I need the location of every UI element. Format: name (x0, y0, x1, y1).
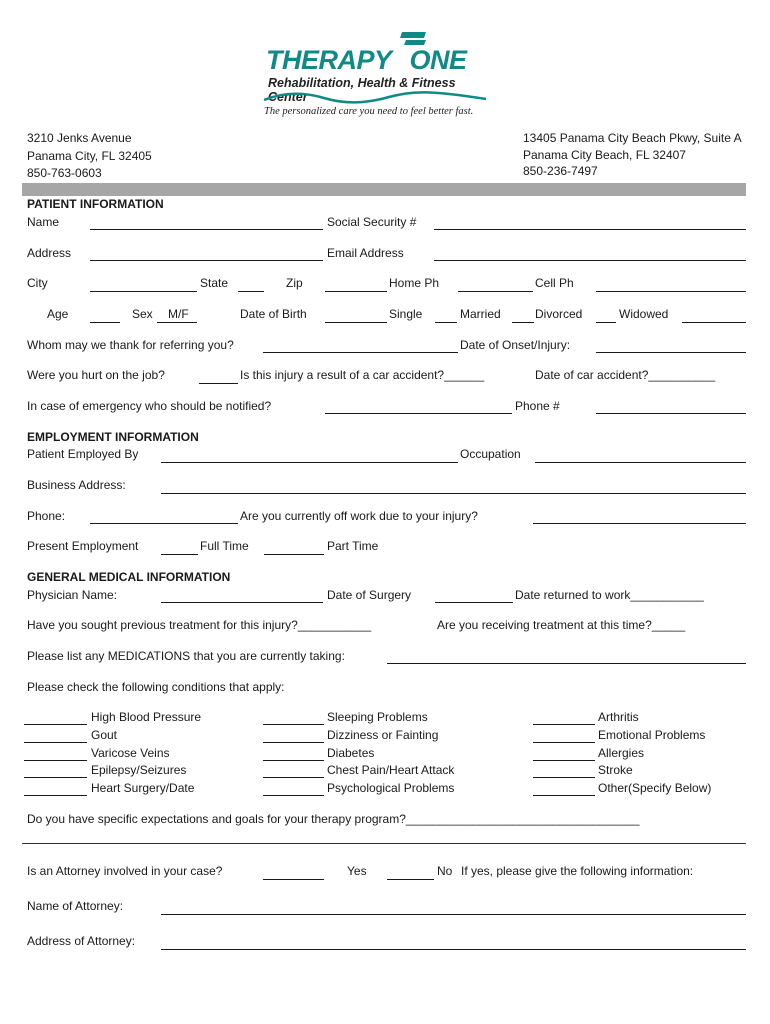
condition-checkbox[interactable] (533, 795, 595, 796)
condition-label: Chest Pain/Heart Attack (327, 763, 455, 777)
zip-label: Zip (286, 276, 303, 290)
off-work-field[interactable] (533, 523, 746, 524)
returned-to-work-label: Date returned to work___________ (515, 588, 704, 602)
condition-label: Emotional Problems (598, 728, 706, 742)
condition-checkbox[interactable] (533, 742, 595, 743)
widowed-label: Widowed (619, 307, 669, 321)
surgery-date-field[interactable] (435, 602, 513, 603)
previous-treatment-label: Have you sought previous treatment for this injury?___________ (27, 618, 372, 632)
attorney-yes-label: Yes (347, 864, 367, 878)
left-location-city: Panama City, FL 32405 (27, 149, 152, 163)
surgery-date-label: Date of Surgery (327, 588, 412, 602)
conditions-prompt: Please check the following conditions that apply: (27, 680, 285, 694)
section-divider (22, 843, 746, 844)
employment-info-heading: EMPLOYMENT INFORMATION (27, 430, 199, 444)
attorney-if-yes-label: If yes, please give the following information: (461, 864, 694, 878)
employed-by-label: Patient Employed By (27, 447, 139, 461)
emergency-contact-field[interactable] (325, 413, 512, 414)
present-employment-label: Present Employment (27, 539, 139, 553)
emergency-contact-label: In case of emergency who should be notified? (27, 399, 272, 413)
condition-checkbox[interactable] (533, 760, 595, 761)
patient-info-heading: PATIENT INFORMATION (27, 197, 164, 211)
condition-label: Sleeping Problems (327, 710, 428, 724)
cell-phone-label: Cell Ph (535, 276, 574, 290)
address-label: Address (27, 246, 72, 260)
attorney-name-label: Name of Attorney: (27, 899, 124, 913)
condition-checkbox[interactable] (263, 760, 324, 761)
state-field[interactable] (238, 291, 264, 292)
condition-checkbox[interactable] (263, 777, 324, 778)
therapy-goals-label: Do you have specific expectations and goals for your therapy program?___________________________________ (27, 812, 640, 826)
medications-label: Please list any MEDICATIONS that you are currently taking: (27, 649, 345, 663)
condition-label: Heart Surgery/Date (91, 781, 195, 795)
car-accident-label: Is this injury a result of a car accident?______ (240, 368, 485, 382)
right-location-phone: 850-236-7497 (523, 164, 598, 178)
header-divider-bar (22, 183, 746, 196)
divorced-label: Divorced (535, 307, 583, 321)
full-time-checkbox[interactable] (161, 554, 198, 555)
name-field[interactable] (90, 229, 323, 230)
attorney-no-checkbox[interactable] (387, 879, 434, 880)
receiving-treatment-label: Are you receiving treatment at this time?_____ (437, 618, 686, 632)
condition-label: Diabetes (327, 746, 375, 760)
married-label: Married (460, 307, 501, 321)
referral-field[interactable] (263, 352, 458, 353)
therapy-one-logo (262, 28, 492, 122)
condition-checkbox[interactable] (24, 760, 87, 761)
occupation-label: Occupation (460, 447, 521, 461)
logo-tagline: The personalized care you need to feel better fast. (264, 106, 474, 117)
email-label: Email Address (327, 246, 404, 260)
attorney-yes-checkbox[interactable] (263, 879, 324, 880)
physician-label: Physician Name: (27, 588, 118, 602)
attorney-no-label: No (437, 864, 453, 878)
attorney-involved-label: Is an Attorney involved in your case? (27, 864, 223, 878)
age-field[interactable] (90, 322, 120, 323)
email-field[interactable] (434, 260, 746, 261)
married-checkbox[interactable] (512, 322, 534, 323)
sex-field[interactable] (157, 322, 197, 323)
attorney-name-field[interactable] (161, 914, 746, 915)
zip-field[interactable] (325, 291, 387, 292)
condition-checkbox[interactable] (263, 724, 324, 725)
employed-by-field[interactable] (161, 462, 458, 463)
left-location-phone: 850-763-0603 (27, 166, 102, 180)
referral-label: Whom may we thank for referring you? (27, 338, 234, 352)
condition-checkbox[interactable] (263, 795, 324, 796)
single-checkbox[interactable] (435, 322, 457, 323)
business-address-field[interactable] (161, 493, 746, 494)
part-time-label: Part Time (327, 539, 379, 553)
sex-label: Sex (132, 307, 153, 321)
divorced-checkbox[interactable] (596, 322, 616, 323)
widowed-field[interactable] (682, 322, 746, 323)
home-phone-label: Home Ph (389, 276, 440, 290)
medications-field[interactable] (387, 663, 746, 664)
name-label: Name (27, 215, 60, 229)
emergency-phone-label: Phone # (515, 399, 560, 413)
condition-label: Gout (91, 728, 118, 742)
right-location-street: 13405 Panama City Beach Pkwy, Suite A (523, 131, 742, 145)
off-work-label: Are you currently off work due to your injury? (240, 509, 478, 523)
dob-label: Date of Birth (240, 307, 307, 321)
occupation-field[interactable] (535, 462, 746, 463)
left-location-street: 3210 Jenks Avenue (27, 131, 132, 145)
condition-checkbox[interactable] (24, 742, 87, 743)
condition-checkbox[interactable] (533, 777, 595, 778)
logo-wave-icon (264, 91, 486, 105)
hurt-on-job-label: Were you hurt on the job? (27, 368, 165, 382)
part-time-checkbox[interactable] (264, 554, 324, 555)
city-label: City (27, 276, 48, 290)
condition-checkbox[interactable] (263, 742, 324, 743)
work-phone-label: Phone: (27, 509, 66, 523)
city-field[interactable] (90, 291, 197, 292)
condition-label: High Blood Pressure (91, 710, 202, 724)
full-time-label: Full Time (200, 539, 249, 553)
emergency-phone-field[interactable] (596, 413, 746, 414)
condition-checkbox[interactable] (24, 724, 87, 725)
condition-checkbox[interactable] (533, 724, 595, 725)
onset-label: Date of Onset/Injury: (460, 338, 571, 352)
age-label: Age (47, 307, 69, 321)
physician-field[interactable] (161, 602, 323, 603)
logo-subtitle: Rehabilitation, Health & Fitness Center (268, 76, 456, 104)
logo-title: THERAPY ONE (266, 45, 467, 75)
attorney-address-field[interactable] (161, 949, 746, 950)
car-accident-date-label: Date of car accident?__________ (535, 368, 716, 382)
single-label: Single (389, 307, 423, 321)
sex-value: M/F (168, 307, 189, 321)
business-address-label: Business Address: (27, 478, 126, 492)
condition-label: Epilepsy/Seizures (91, 763, 187, 777)
cell-phone-field[interactable] (596, 291, 746, 292)
attorney-address-label: Address of Attorney: (27, 934, 136, 948)
condition-checkbox[interactable] (24, 795, 87, 796)
onset-field[interactable] (596, 352, 746, 353)
hurt-on-job-field[interactable] (199, 383, 238, 384)
state-label: State (200, 276, 229, 290)
condition-label: Psychological Problems (327, 781, 455, 795)
condition-label: Arthritis (598, 710, 639, 724)
condition-label: Stroke (598, 763, 633, 777)
condition-label: Dizziness or Fainting (327, 728, 439, 742)
condition-label: Varicose Veins (91, 746, 170, 760)
condition-checkbox[interactable] (24, 777, 87, 778)
home-phone-field[interactable] (458, 291, 533, 292)
address-field[interactable] (90, 260, 323, 261)
medical-info-heading: GENERAL MEDICAL INFORMATION (27, 570, 231, 584)
condition-label: Other(Specify Below) (598, 781, 712, 795)
ssn-field[interactable] (434, 229, 746, 230)
work-phone-field[interactable] (90, 523, 238, 524)
ssn-label: Social Security # (327, 215, 417, 229)
right-location-city: Panama City Beach, FL 32407 (523, 148, 686, 162)
dob-field[interactable] (325, 322, 387, 323)
condition-label: Allergies (598, 746, 645, 760)
